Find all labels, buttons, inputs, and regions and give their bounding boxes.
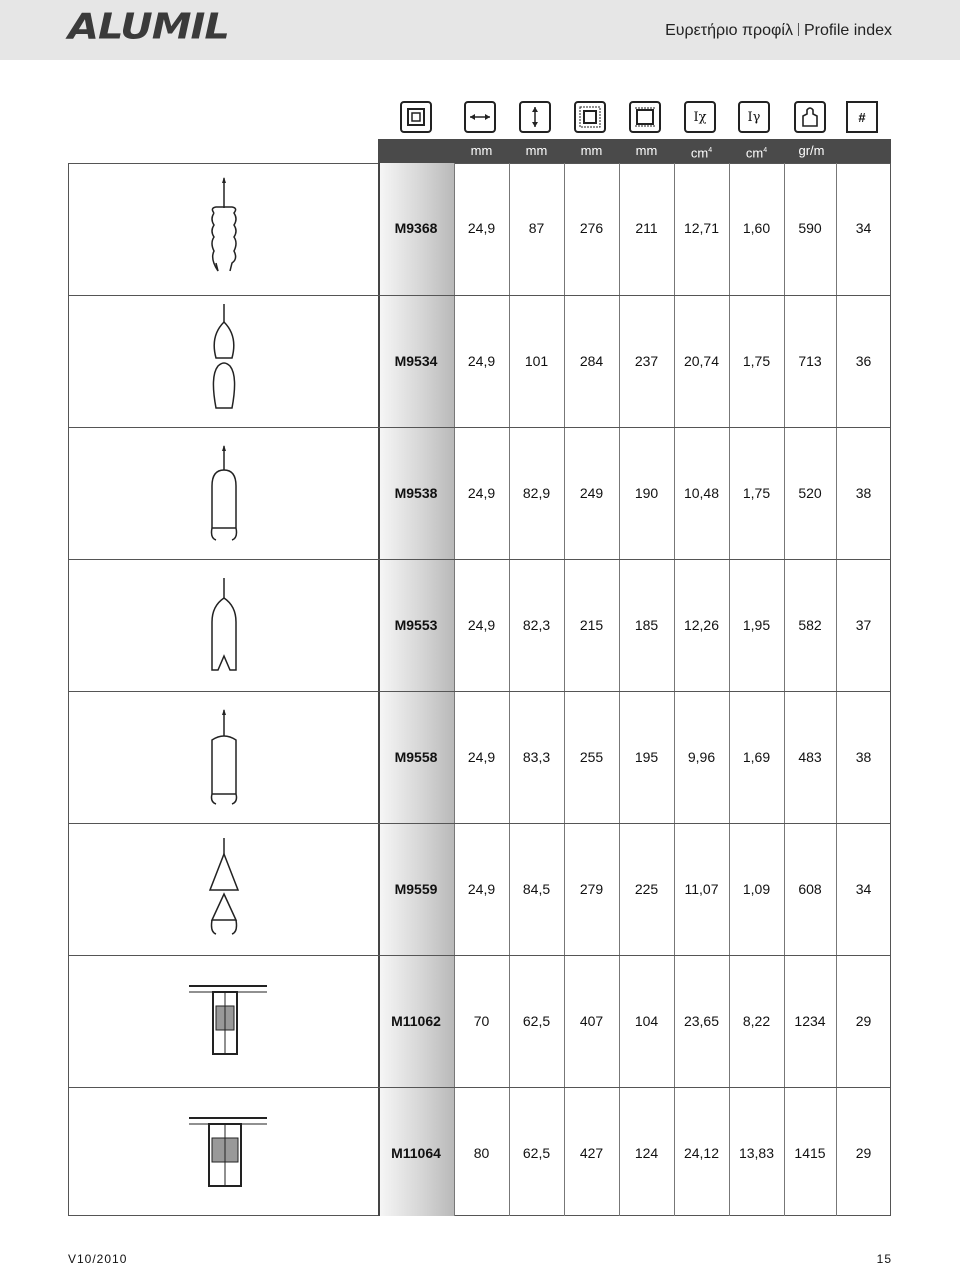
profile-code: M11064	[391, 1145, 441, 1161]
profile-drawing	[178, 956, 268, 1086]
cell-page: 29	[855, 1145, 872, 1161]
cell-c3: 407	[579, 1013, 604, 1029]
cell-iy: 1,95	[742, 617, 771, 633]
cell-c1: 24,9	[467, 220, 496, 236]
cell-weight: 582	[798, 617, 822, 633]
profile-code: M9558	[394, 749, 438, 765]
cell-c2: 62,5	[522, 1145, 551, 1161]
profile-drawing	[188, 428, 268, 558]
table-row	[68, 427, 891, 558]
profile-drawing	[188, 296, 268, 426]
table-row	[68, 691, 891, 822]
cell-c1: 24,9	[467, 881, 496, 897]
cell-iy: 8,22	[742, 1013, 771, 1029]
profile-code: M9559	[394, 881, 438, 897]
cell-page: 38	[855, 749, 872, 765]
cell-page: 37	[855, 617, 872, 633]
cell-c2: 87	[528, 220, 545, 236]
cell-c2: 84,5	[522, 881, 551, 897]
table-row	[68, 823, 891, 954]
unit-iy-exponent: 4	[763, 147, 768, 154]
cell-c1: 24,9	[467, 617, 496, 633]
page-title	[665, 22, 892, 40]
frame-icon	[400, 101, 432, 133]
cell-c1: 80	[473, 1145, 490, 1161]
profile-drawing	[188, 692, 268, 822]
unit-ix-label: cm	[690, 145, 709, 161]
profile-code: M9368	[394, 220, 438, 236]
unit-iy	[729, 139, 784, 163]
cell-ix: 12,26	[683, 617, 720, 633]
cell-iy: 1,60	[742, 220, 771, 236]
cell-c3: 279	[579, 881, 604, 897]
hash-label: #	[858, 109, 866, 125]
width-arrow-icon	[464, 101, 496, 133]
cell-c3: 427	[579, 1145, 604, 1161]
cell-ix: 24,12	[683, 1145, 720, 1161]
cell-c3: 215	[579, 617, 604, 633]
title-english: Profile index	[803, 22, 892, 39]
cell-weight: 483	[798, 749, 822, 765]
cell-page: 34	[855, 881, 872, 897]
cell-c2: 82,9	[522, 485, 551, 501]
units-header	[378, 139, 891, 163]
cell-weight: 520	[798, 485, 822, 501]
cell-c3: 284	[579, 353, 604, 369]
cell-page: 34	[855, 220, 872, 236]
cell-weight: 713	[798, 353, 822, 369]
profile-drawing	[178, 1088, 268, 1218]
profile-drawing	[188, 560, 268, 690]
unit-ix	[674, 139, 729, 163]
unit-c3: mm	[580, 143, 603, 158]
unit-iy-label: cm	[745, 145, 764, 161]
section-frame-icon	[629, 101, 661, 133]
cell-weight: 590	[798, 220, 822, 236]
iy-label: Iγ	[747, 109, 761, 125]
height-arrow-icon	[519, 101, 551, 133]
iy-inertia-icon	[738, 101, 770, 133]
unit-ix-exponent: 4	[708, 147, 713, 154]
cell-c3: 255	[579, 749, 604, 765]
cell-c2: 62,5	[522, 1013, 551, 1029]
cell-c2: 83,3	[522, 749, 551, 765]
cell-c1: 24,9	[467, 353, 496, 369]
cell-c2: 101	[524, 353, 549, 369]
page-number-icon	[846, 101, 878, 133]
header-bar	[0, 0, 960, 60]
cell-c4: 104	[634, 1013, 659, 1029]
unit-weight: gr/m	[798, 143, 825, 158]
ix-label: Iχ	[693, 109, 707, 125]
cell-c2: 82,3	[522, 617, 551, 633]
cell-c4: 237	[634, 353, 659, 369]
cell-c4: 225	[634, 881, 659, 897]
cell-c1: 24,9	[467, 485, 496, 501]
profile-code: M11062	[391, 1013, 441, 1029]
cell-iy: 1,75	[742, 485, 771, 501]
unit-c2: mm	[525, 143, 548, 158]
profile-code: M9553	[394, 617, 438, 633]
cell-weight: 608	[798, 881, 822, 897]
cell-c3: 249	[579, 485, 604, 501]
cell-c4: 211	[635, 220, 658, 236]
profile-drawing	[188, 163, 268, 293]
weight-icon	[794, 101, 826, 133]
cell-ix: 10,48	[683, 485, 720, 501]
inner-frame-icon	[574, 101, 606, 133]
cell-weight: 1234	[794, 1013, 826, 1029]
cell-ix: 11,07	[684, 881, 719, 897]
profile-code: M9534	[394, 353, 438, 369]
cell-ix: 20,74	[683, 353, 720, 369]
ix-inertia-icon	[684, 101, 716, 133]
cell-page: 29	[855, 1013, 872, 1029]
cell-c4: 195	[634, 749, 659, 765]
footer-version: V10/2010	[68, 1252, 128, 1266]
table-row	[68, 955, 891, 1086]
cell-iy: 1,69	[742, 749, 771, 765]
unit-c4: mm	[635, 143, 658, 158]
title-greek: Ευρετήριο προφίλ	[665, 22, 793, 39]
table-row	[68, 559, 891, 690]
cell-c3: 276	[579, 220, 604, 236]
cell-c4: 185	[634, 617, 659, 633]
cell-iy: 1,09	[742, 881, 771, 897]
cell-iy: 1,75	[742, 353, 771, 369]
cell-iy: 13,83	[738, 1145, 775, 1161]
cell-page: 38	[855, 485, 872, 501]
column-icons-row	[0, 101, 960, 135]
title-separator	[798, 23, 799, 36]
cell-c4: 124	[634, 1145, 659, 1161]
table-row	[68, 163, 891, 294]
cell-ix: 23,65	[683, 1013, 720, 1029]
cell-weight: 1415	[794, 1145, 826, 1161]
profile-code: M9538	[394, 485, 438, 501]
profile-drawing	[188, 824, 268, 954]
footer-page-number: 15	[876, 1252, 892, 1266]
cell-c4: 190	[634, 485, 659, 501]
cell-page: 36	[855, 353, 872, 369]
cell-ix: 12,71	[683, 220, 720, 236]
logo: ALUMIL	[68, 6, 229, 48]
cell-c1: 70	[473, 1013, 490, 1029]
table-row	[68, 1087, 891, 1216]
cell-ix: 9,96	[687, 749, 716, 765]
table-row	[68, 295, 891, 426]
unit-c1: mm	[470, 143, 493, 158]
cell-c1: 24,9	[467, 749, 496, 765]
